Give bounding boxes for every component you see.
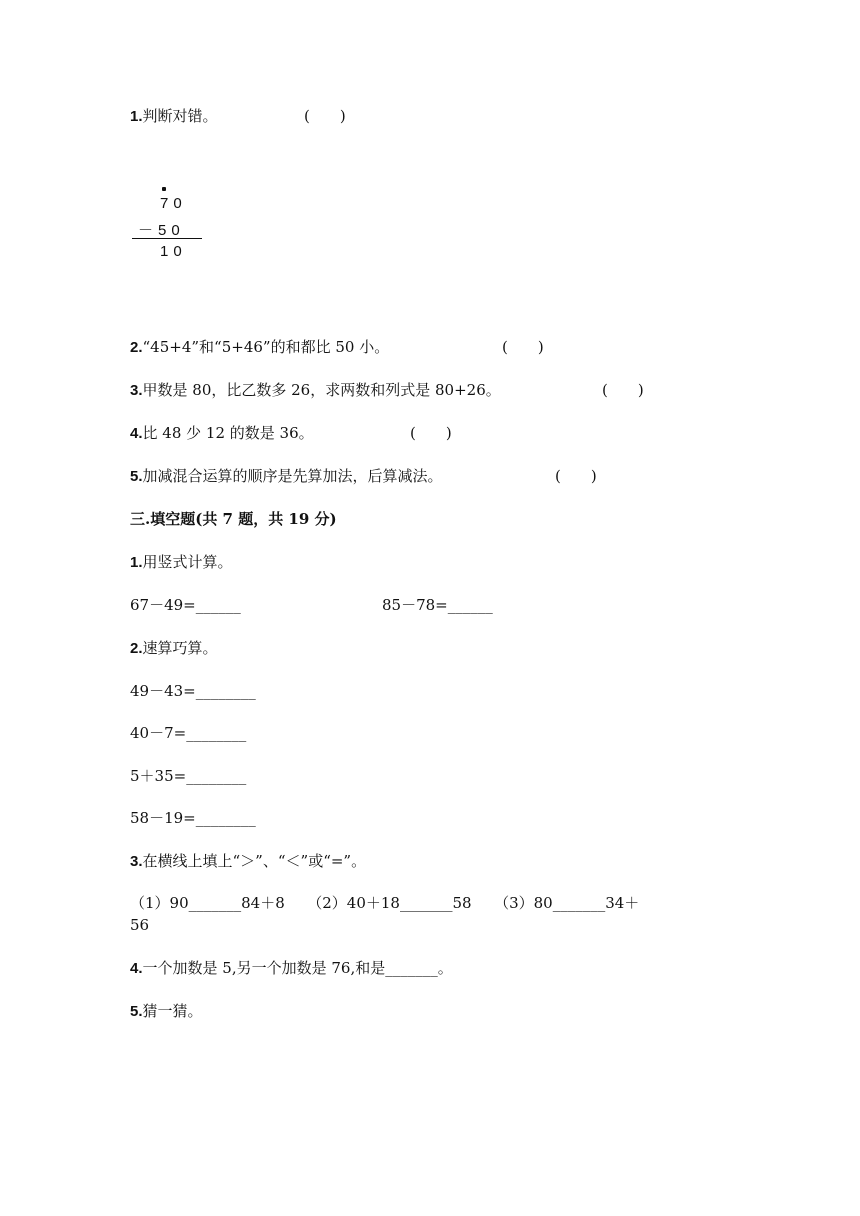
quick-calc-item[interactable]: 58－19=________ (130, 809, 256, 827)
judge-question-1 (130, 106, 218, 127)
vertical-subtraction (130, 185, 210, 275)
answer-parentheses[interactable]: ( ) (602, 381, 644, 399)
fill-question-2 (130, 638, 218, 659)
fill-question-4[interactable] (130, 958, 453, 979)
vertical-result: 10 (160, 243, 187, 260)
calc-item[interactable]: 85－78=______ (382, 596, 493, 614)
question-number: 4. (130, 960, 143, 977)
question-number: 1. (130, 554, 143, 571)
answer-parentheses[interactable]: ( ) (555, 467, 597, 485)
question-number: 4. (130, 425, 143, 442)
question-text: 猜一猜。 (142, 1002, 203, 1020)
compare-row[interactable]: （1）90_______84＋8 （2）40＋18_______58 （3）80_______34＋ (130, 894, 640, 912)
question-text: 甲数是 80，比乙数多 26，求两数和列式是 80+26。 (142, 381, 501, 399)
fill-question-5 (130, 1001, 203, 1022)
judge-question-2 (130, 337, 389, 358)
question-number: 5. (130, 1003, 143, 1020)
question-number: 2. (130, 339, 143, 356)
fill-question-3 (130, 851, 366, 872)
calc-item[interactable]: 67－49=______ (130, 596, 241, 614)
question-text: 用竖式计算。 (142, 553, 233, 571)
answer-parentheses[interactable]: ( ) (502, 338, 544, 356)
vertical-rule-line (132, 238, 202, 239)
question-number: 3. (130, 382, 143, 399)
answer-parentheses[interactable]: ( ) (304, 107, 346, 125)
vertical-subtrahend: －50 (138, 222, 185, 239)
question-number: 5. (130, 468, 143, 485)
quick-calc-item[interactable]: 49－43=________ (130, 682, 256, 700)
vertical-top-number: 70 (160, 195, 187, 212)
answer-parentheses[interactable]: ( ) (410, 424, 452, 442)
question-number: 1. (130, 108, 143, 125)
question-number: 2. (130, 640, 143, 657)
section-heading: 三.填空题(共 7 题，共 19 分) (130, 510, 337, 528)
borrow-dot (162, 187, 166, 191)
fill-question-1 (130, 552, 233, 573)
question-text[interactable]: 一个加数是 5,另一个加数是 76,和是_______。 (142, 959, 453, 977)
judge-question-4 (130, 423, 314, 444)
quick-calc-item[interactable]: 40－7=________ (130, 724, 247, 742)
question-text: 判断对错。 (142, 107, 218, 125)
compare-row-continued: 56 (130, 916, 150, 934)
question-text: 速算巧算。 (142, 639, 218, 657)
question-number: 3. (130, 853, 143, 870)
question-text: “45+4”和“5+46”的和都比 50 小。 (142, 338, 390, 356)
question-text: 加减混合运算的顺序是先算加法，后算减法。 (142, 467, 443, 485)
question-text: 在横线上填上“＞”、“＜”或“=”。 (142, 852, 367, 870)
question-text: 比 48 少 12 的数是 36。 (142, 424, 314, 442)
judge-question-3 (130, 380, 501, 401)
quick-calc-item[interactable]: 5＋35=________ (130, 767, 247, 785)
judge-question-5 (130, 466, 443, 487)
